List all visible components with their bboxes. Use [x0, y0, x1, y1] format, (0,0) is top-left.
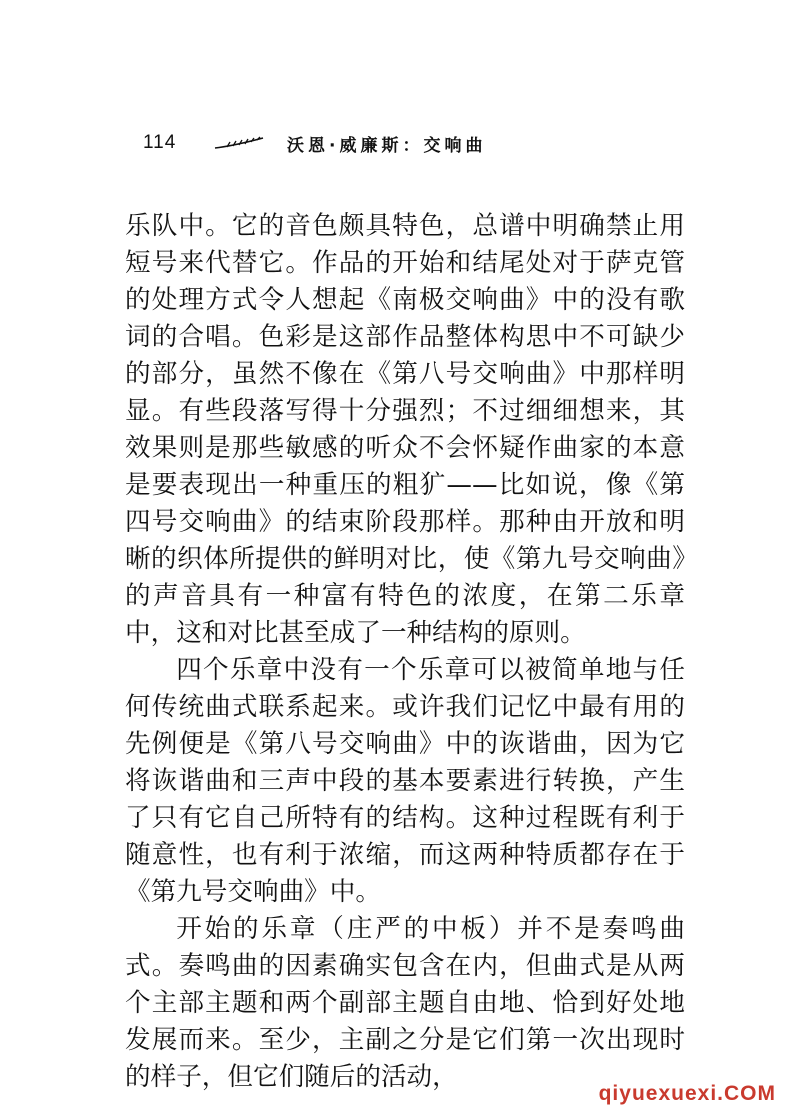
paragraph: 开始的乐章（庄严的中板）并不是奏鸣曲式。奏鸣曲的因素确实包含在内，但曲式是从两个主部主题和两个副部主题自由地、恰到好处地发展而来。至少，主副之分是它们第一次出现时的样子，但它们随后的活动，	[125, 914, 685, 1092]
site-watermark: qiyuexuexi.COM	[598, 1082, 776, 1105]
paragraph: 四个乐章中没有一个乐章可以被简单地与任何传统曲式联系起来。或许我们记忆中最有用的先例便是《第八号交响曲》中的诙谐曲，因为它将诙谐曲和三声中段的基本要素进行转换，产生了只有它自己所特有的结构。这种过程既有利于随意性，也有利于浓缩，而这两种特质都存在于《第九号交响曲》中。	[125, 655, 685, 907]
running-head-title: 沃恩·威廉斯：交响曲	[287, 135, 487, 156]
body-text	[125, 208, 685, 1096]
page-number: 114	[143, 132, 177, 153]
paragraph-continued: 乐队中。它的音色颇具特色，总谱中明确禁止用短号来代替它。作品的开始和结尾处对于萨克管的处理方式令人想起《南极交响曲》中的没有歌词的合唱。色彩是这部作品整体构思中不可缺少的部分，虽然不像在《第八号交响曲》中那样明显。有些段落写得十分强烈；不过细细想来，其效果则是那些敏感的听众不会怀疑作曲家的本意是要表现出一种重压的粗犷——比如说，像《第四号交响曲》的结束阶段那样。那种由开放和明晰的织体所提供的鲜明对比，使《第九号交响曲》的声音具有一种富有特色的浓度，在第二乐章中，这和对比甚至成了一种结构的原则。	[125, 211, 685, 648]
page-header	[143, 128, 486, 158]
feather-flourish-icon	[213, 136, 265, 150]
